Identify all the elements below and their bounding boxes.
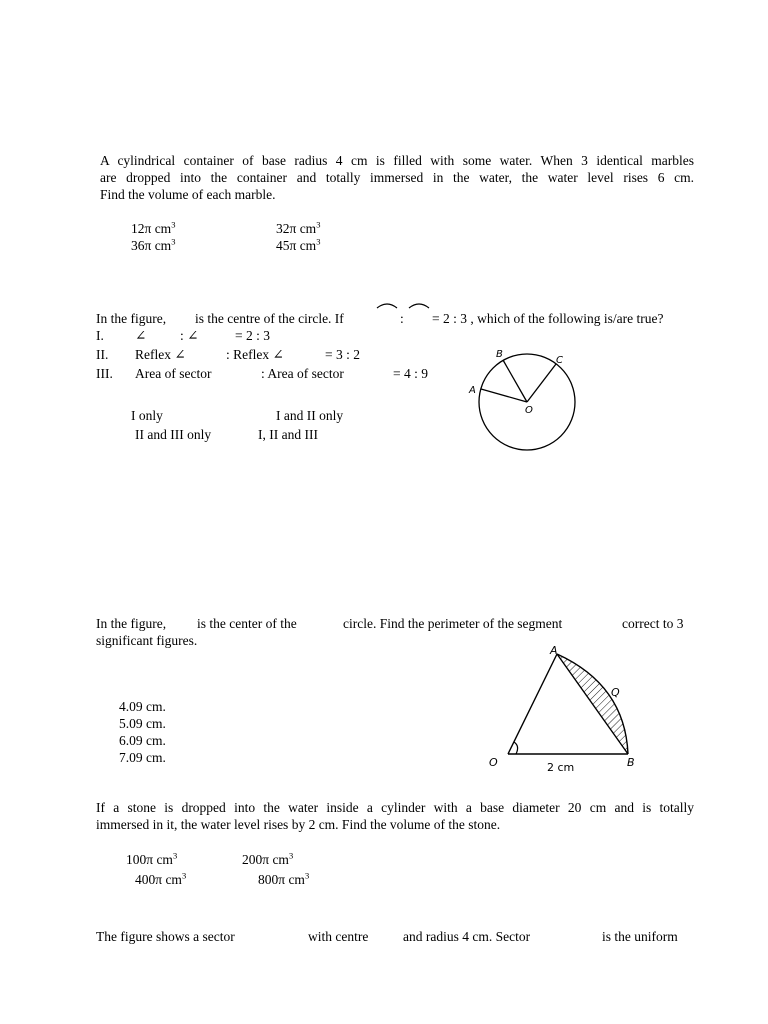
q3-line-1-a: In the figure, — [96, 616, 167, 631]
q2-statement-2-b: : Reflex ∠ — [226, 347, 284, 362]
q2-intro-colon: : — [400, 311, 404, 326]
q3-option-b: 5.09 cm. — [119, 716, 166, 731]
q1-option-c: 36π $cm^3$ — [131, 236, 176, 253]
q4-option-d: 800π $cm^3$ — [258, 870, 310, 887]
q4-line-2: immersed in it, the water level rises by 2 cm. Find the volume of the stone. — [96, 817, 501, 832]
q4-line-1: If a stone is dropped into the water inside a cylinder with a base diameter 20 cm and is totally — [96, 800, 694, 815]
q2-option-b: I and II only — [276, 408, 344, 423]
q3-option-c: 6.09 cm. — [119, 733, 166, 748]
side-oa — [508, 654, 557, 754]
label-base-length: 2 cm — [547, 761, 575, 774]
q3-option-a: 4.09 cm. — [119, 699, 166, 714]
q1-line-3: Find the volume of each marble. — [100, 187, 276, 202]
q2-intro-c: = 2 : 3 , which of the following is/are true? — [432, 311, 664, 326]
q1-line-2: are dropped into the container and totally immersed in the water, the water level rises 6 cm. — [100, 170, 694, 185]
q2-statement-1-angle: ∠ — [135, 328, 147, 343]
q3-line-1-b: is the center of the — [197, 616, 297, 631]
q2-intro-a: In the figure, — [96, 311, 167, 326]
arc-symbol-1 — [376, 301, 398, 309]
q2-statement-3-ratio: = 4 : 9 — [393, 366, 428, 381]
q2-option-a: I only — [131, 408, 163, 423]
q5-text-4: is the uniform — [602, 929, 678, 944]
q5-text-2: with centre — [308, 929, 369, 944]
label-q: Q — [611, 686, 620, 699]
q2-intro-b: is the centre of the circle. If — [195, 311, 344, 326]
circle-sector-figure — [460, 340, 590, 455]
q2-option-d: I, II and III — [258, 427, 318, 442]
q5-text-1: The figure shows a sector — [96, 929, 235, 944]
label-c: C — [556, 355, 563, 366]
chord-ab — [557, 654, 628, 754]
q2-statement-3-a: Area of sector — [135, 366, 212, 381]
q1-option-b: 32π $cm^3$ — [276, 219, 321, 236]
q2-statement-2-ratio: = 3 : 2 — [325, 347, 360, 362]
q4-option-c: 400π $cm^3$ — [135, 870, 187, 887]
q1-line-1: A cylindrical container of base radius 4 cm is filled with some water. When 3 identical marbles — [100, 153, 694, 168]
q1-option-a: 12π $cm^3$ — [131, 219, 176, 236]
q3-option-d: 7.09 cm. — [119, 750, 166, 765]
label-b: B — [627, 756, 635, 769]
radius-oc — [527, 364, 556, 402]
q3-line-1-d: correct to 3 — [622, 616, 684, 631]
q3-line-1-c: circle. Find the perimeter of the segment — [343, 616, 563, 631]
q4-option-b: 200π $cm^3$ — [242, 850, 294, 867]
triangle-segment-figure — [480, 640, 650, 780]
label-o: O — [525, 405, 533, 416]
q2-statement-1-number: I. — [96, 328, 104, 343]
q4-option-a: 100π $cm^3$ — [126, 850, 178, 867]
label-o: O — [489, 756, 498, 769]
q3-line-2: significant figures. — [96, 633, 198, 648]
q5-text-3: and radius 4 cm. Sector — [403, 929, 531, 944]
angle-mark-o — [514, 742, 518, 754]
q2-statement-3-number: III. — [96, 366, 113, 381]
q2-statement-3-b: : Area of sector — [261, 366, 344, 381]
q1-option-d: 45π $cm^3$ — [276, 236, 321, 253]
q2-statement-1-ratio: = 2 : 3 — [235, 328, 270, 343]
q2-statement-2-number: II. — [96, 347, 109, 362]
q2-statement-2-a: Reflex ∠ — [135, 347, 186, 362]
label-a: A — [469, 385, 476, 396]
q2-option-c: II and III only — [135, 427, 212, 442]
arc-symbol-2 — [408, 301, 430, 309]
q2-statement-1-mid: : ∠ — [180, 328, 199, 343]
label-a: A — [550, 644, 558, 657]
label-b: B — [496, 349, 503, 360]
